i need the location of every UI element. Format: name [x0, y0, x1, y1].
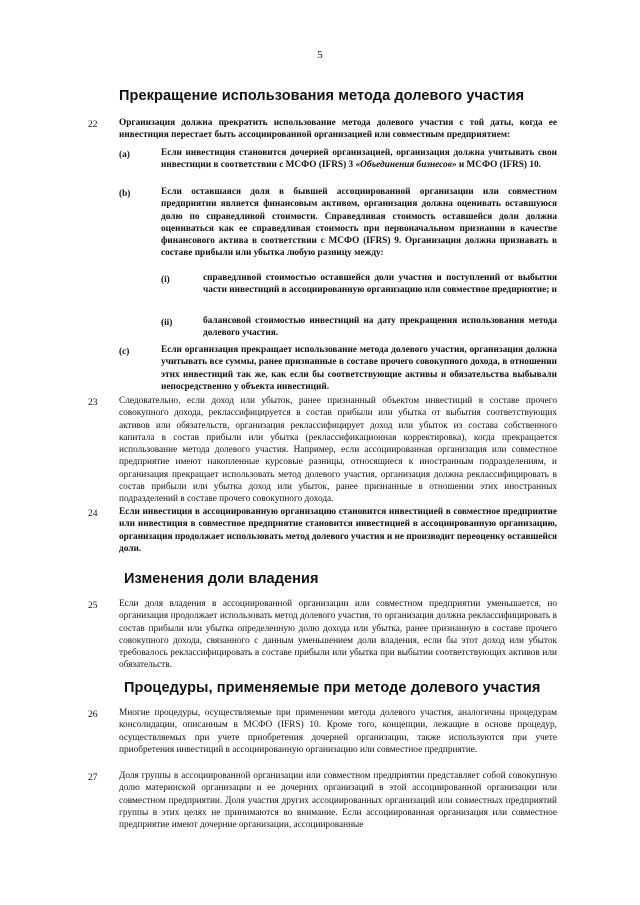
paragraph-25: Если доля владения в ассоциированной организации или совместном предприятии уменьшается, но организация продолжает использовать метод долевого участия, то организация должна реклассифицировать в состав прибыли или убытка определенную долю дохода или убытка, ранее признанную в составе прочего совокупного дохода, связанного с данным уменьшением доли владения, если бы этот доход или убыток требовалось реклассифицировать в составе прибыли или убытка при выбытии соответствующих активов или обязательств. — [119, 599, 557, 671]
item-a-italic-title: Объединения бизнесов — [360, 160, 452, 171]
paragraph-22-item-b: Если оставшаяся доля в бывшей ассоциированной организации или совместном предприятии является финансовым активом, организация должна оценивать оставшуюся долю по справедливой стоимости. Справедливая стоимость оставшейся доли должна оцениваться как ее справедливая стоимость при первоначальном признании в качестве финансового актива в соответствии с МСФО (IFRS) 9. Организация должна признавать в составе прибыли или убытка любую разницу между: — [161, 187, 557, 259]
paragraph-22-item-a — [161, 147, 557, 172]
paragraph-number: 22 — [88, 120, 98, 130]
section-heading-discontinuing-equity-method: Прекращение использования метода долевого участия — [119, 88, 525, 104]
paragraph-number: 26 — [88, 710, 98, 720]
section-heading-equity-method-procedures: Процедуры, применяемые при методе долевого участия — [124, 680, 541, 696]
item-a-text: Если инвестиция становится дочерней организацией, организация должна учитывать свои инвестиции в соответствии с МСФО (IFRS) 3 « — [161, 148, 557, 171]
paragraph-22-subitem-i: справедливой стоимостью оставшейся доли участия и поступлений от выбытия части инвестиций в ассоциированную организацию или совместное предприятие; и — [203, 273, 557, 296]
section-heading-changes-in-ownership: Изменения доли владения — [124, 571, 319, 587]
paragraph-number: 27 — [88, 773, 98, 783]
paragraph-23: Следовательно, если доход или убыток, ранее признанный объектом инвестиций в составе прочего совокупного дохода, реклассифицируется в состав прибыли или убытка от выбытия соответствующих активов или обязательств, организация реклассифицирует доход или убыток из состава собственного капитала в состав прибыли или убытка (реклассификационная корректировка), когда прекращается использование метода долевого участия. Например, если ассоциированная организация или совместное предприятие имеют накопленные курсовые разницы, относящиеся к иностранным подразделениям, и организация прекращает использовать метод долевого участия, организация должна реклассифицировать в состав прибыли или убытка доход или убыток, ранее признанные в отношении этих иностранных подразделений в составе прочего совокупного дохода. — [119, 396, 557, 505]
paragraph-24: Если инвестиция в ассоциированную организацию становится инвестицией в совместное предприятие или инвестиция в совместное предприятие становится инвестицией в ассоциированную организацию, организация продолжает использовать метод долевого участия и не производит переоценку оставшейся доли. — [119, 507, 557, 554]
subitem-label: (ii) — [161, 318, 173, 328]
paragraph-number: 23 — [88, 398, 98, 408]
item-label: (c) — [119, 347, 130, 357]
paragraph-22-item-c: Если организация прекращает использование метода долевого участия, организация должна учитывать все суммы, ранее признанные в составе прочего совокупного дохода, в отношении этих инвестиций так же, как если бы соответствующие активы и обязательства выбывали непосредственно у объекта инвестиций. — [161, 345, 557, 392]
paragraph-26: Многие процедуры, осуществляемые при применении метода долевого участия, аналогичны процедурам консолидации, описанным в МСФО (IFRS) 10. Кроме того, концепции, лежащие в основе процедур, осуществляемых при учете приобретения дочерней организации, также используются при учете приобретения инвестиций в ассоциированную организацию или совместное предприятие. — [119, 708, 557, 755]
page-number: 5 — [317, 49, 323, 61]
item-a-text-end: » и МСФО (IFRS) 10. — [451, 160, 541, 171]
subitem-label: (i) — [161, 275, 170, 285]
paragraph-number: 24 — [88, 509, 98, 519]
item-label: (b) — [119, 189, 131, 199]
paragraph-22-intro: Организация должна прекратить использование метода долевого участия с той даты, когда ее инвестиция перестает быть ассоциированной организацией или совместным предприятием: — [119, 118, 557, 141]
paragraph-number: 25 — [88, 601, 98, 611]
paragraph-22-subitem-ii: балансовой стоимостью инвестиций на дату прекращения использования метода долевого участия. — [203, 316, 557, 339]
item-label: (a) — [119, 150, 130, 160]
paragraph-27: Доля группы в ассоциированной организации или совместном предприятии представляет собой совокупную долю материнской организации и ее дочерних организаций в этой ассоциированной организации или совместном предприятии. Доля участия других ассоциированных организаций или совместных предприятий группы в этих целях не принимаются во внимание. Если ассоциированная организация или совместное предприятие имеют дочерние организации, ассоциированные — [119, 771, 557, 831]
